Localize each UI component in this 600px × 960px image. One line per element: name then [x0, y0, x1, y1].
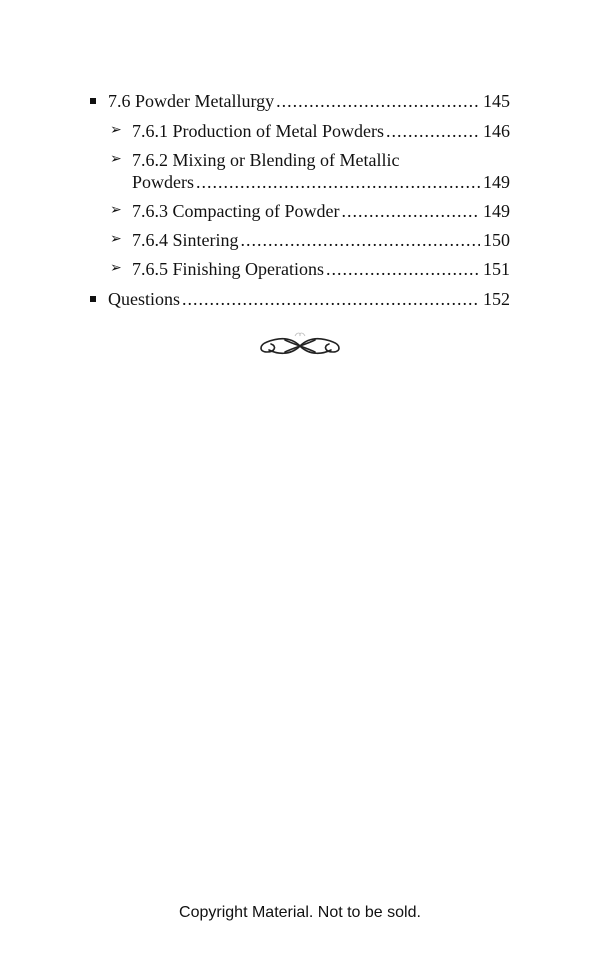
dot-leader	[241, 229, 481, 251]
arrowhead-bullet-icon: ➢	[110, 261, 122, 276]
dot-leader	[196, 171, 480, 193]
toc-entry-line	[132, 120, 510, 142]
toc-entry-line	[108, 90, 510, 112]
dot-leader	[341, 200, 480, 222]
toc-entry-label: Questions	[108, 289, 180, 309]
dot-leader	[326, 258, 480, 280]
toc-entry-page: 146	[483, 121, 510, 141]
toc-entry-label: 7.6.3 Compacting of Powder	[132, 201, 340, 221]
toc-entry-page: 145	[483, 91, 510, 111]
arrowhead-bullet-icon: ➢	[110, 232, 122, 247]
toc-entry-label: 7.6 Powder Metallurgy	[108, 91, 275, 111]
arrowhead-bullet-icon: ➢	[110, 152, 122, 167]
toc-entry-line	[132, 171, 510, 193]
dot-leader	[386, 120, 480, 142]
toc-entry-7-6-2[interactable]	[0, 149, 600, 193]
toc-entry-page: 151	[483, 259, 510, 279]
toc-entry-line	[108, 288, 510, 310]
toc-entry-line	[132, 258, 510, 280]
square-bullet-icon	[90, 98, 96, 104]
copyright-footer: Copyright Material. Not to be sold.	[179, 904, 421, 921]
toc-entry-page: 152	[483, 289, 510, 309]
toc-entry-line	[132, 200, 510, 222]
toc-entry-label: 7.6.2 Mixing or Blending of Metallic	[132, 150, 400, 170]
dot-leader	[276, 90, 480, 112]
square-bullet-icon	[90, 296, 96, 302]
toc-entry-label: 7.6.4 Sintering	[132, 230, 239, 250]
toc-entry-line	[132, 229, 510, 251]
toc-entry-page: 150	[483, 230, 510, 250]
arrowhead-bullet-icon: ➢	[110, 123, 122, 138]
arrowhead-bullet-icon: ➢	[110, 203, 122, 218]
toc-entry-label: 7.6.1 Production of Metal Powders	[132, 121, 384, 141]
toc-entry-page: 149	[483, 201, 510, 221]
toc-entry-label: 7.6.5 Finishing Operations	[132, 259, 324, 279]
flourish-ornament-icon	[255, 330, 345, 362]
dot-leader	[182, 288, 480, 310]
toc-entry-page: 149	[483, 172, 510, 192]
toc-entry-label-continued: Powders	[132, 172, 194, 192]
